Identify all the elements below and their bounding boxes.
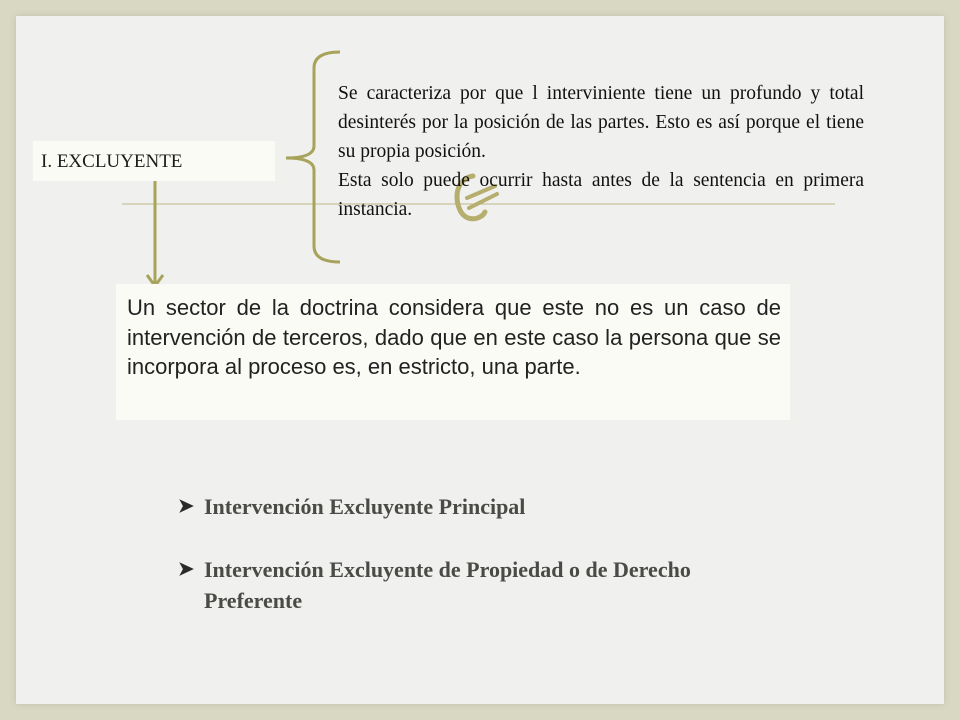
brace-icon [286, 52, 340, 262]
list-item [178, 554, 778, 616]
description-paragraph-2: Esta solo puede ocurrir hasta antes de la sentencia en primera instancia. [338, 170, 864, 220]
doctrine-note: Un sector de la doctrina considera que este no es un caso de intervención de terceros, dado que en este caso la persona que se incorpora al proceso es, en estricto, una parte. [116, 284, 790, 420]
section-label: I. EXCLUYENTE [33, 141, 275, 181]
description-text [338, 79, 864, 224]
list-item [178, 491, 778, 522]
arrow-bullet-icon: ➤ [178, 559, 194, 580]
list-item-text: Intervención Excluyente Principal [204, 494, 526, 519]
arrow-bullet-icon: ➤ [178, 496, 194, 517]
description-paragraph-1: Se caracteriza por que l interviniente tiene un profundo y total desinterés por la posición de las partes. Esto es así porque el tiene su propia posición. [338, 83, 864, 162]
list-item-text: Intervención Excluyente de Propiedad o de Derecho Preferente [204, 557, 691, 613]
